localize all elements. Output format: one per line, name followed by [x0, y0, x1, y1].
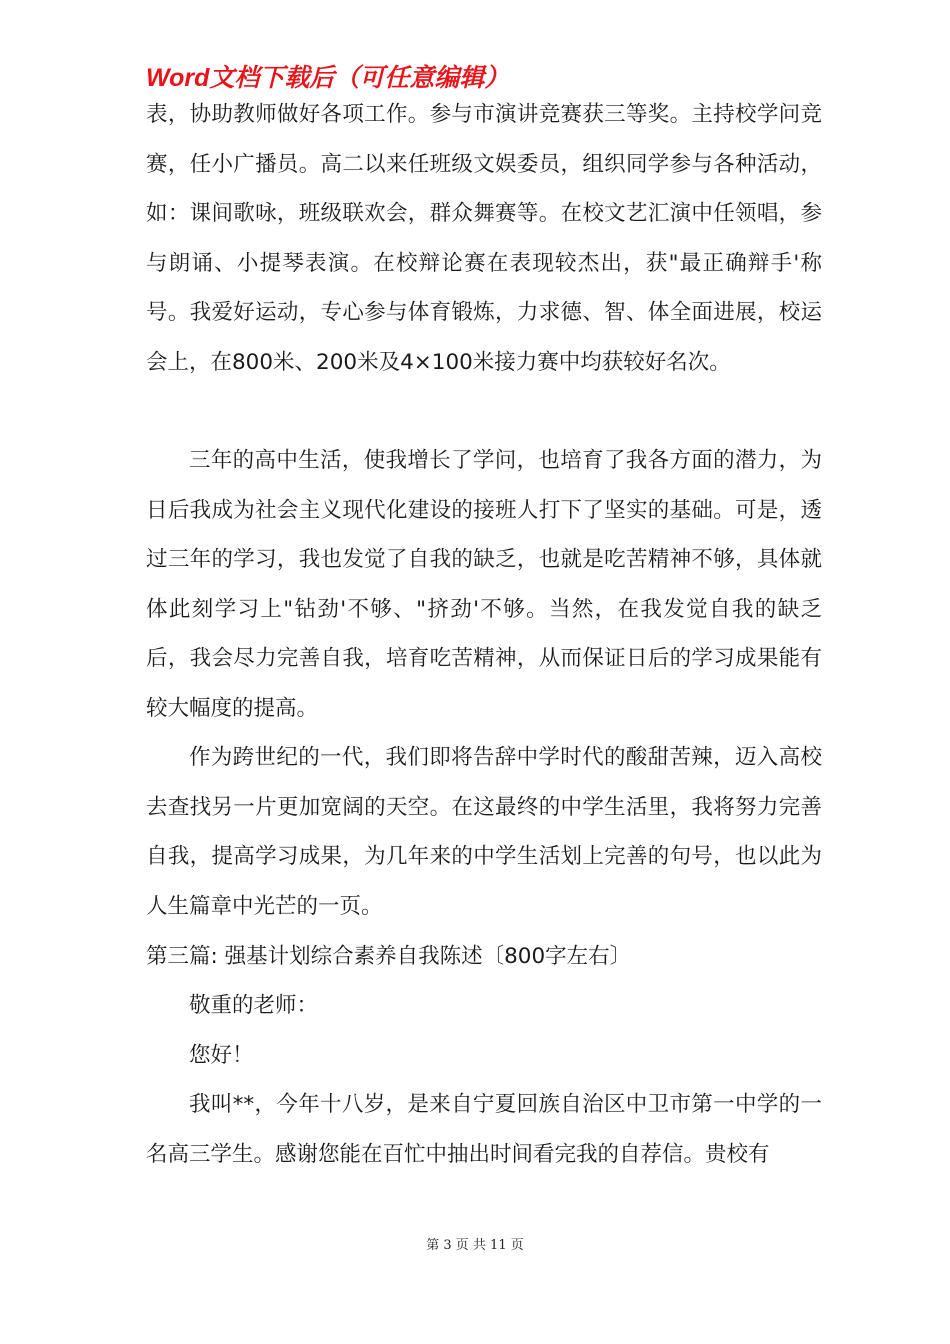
paragraph-3: 作为跨世纪的一代，我们即将告辞中学时代的酸甜苦辣，迈入高校去查找另一片更加宽阔的天空。在这最终的中学生活里，我将努力完善自我，提高学习成果，为几年来的中学生活划上完善的句号，也以此为人生篇章中光芒的一页。 — [146, 745, 822, 919]
salutation: 敬重的老师： — [189, 993, 319, 1018]
watermark-header: Word文档下载后（可任意编辑） — [146, 64, 510, 92]
paragraph-4: 我叫**，今年十八岁，是来自宁夏回族自治区中卫市第一中学的一名高三学生。感谢您能在百忙中抽出时间看完我的自荐信。贵校有 — [146, 1092, 822, 1167]
paragraph-2: 三年的高中生活，使我增长了学问，也培育了我各方面的潜力，为日后我成为社会主义现代化建设的接班人打下了坚实的基础。可是，透过三年的学习，我也发觉了自我的缺乏，也就是吃苦精神不够，具体就体此刻学习上"钻劲'不够、"挤劲'不够。当然，在我发觉自我的缺乏后，我会尽力完善自我，培育吃苦精神，从而保证日后的学习成果能有较大幅度的提高。 — [146, 448, 822, 721]
greeting: 您好！ — [189, 1043, 254, 1068]
paragraph-1: 表，协助教师做好各项工作。参与市演讲竞赛获三等奖。主持校学问竞赛，任小广播员。高二以来任班级文娱委员，组织同学参与各种活动，如：课间歌咏，班级联欢会，群众舞赛等。在校文艺汇演中任领唱，参与朗诵、小提琴表演。在校辩论赛在表现较杰出，获"最正确辩手'称号。我爱好运动，专心参与体育锻炼，力求德、智、体全面进展，校运会上，在800米、200米及4×100米接力赛中均获较好名次。 — [146, 102, 822, 375]
section-heading: 第三篇: 强基计划综合素养自我陈述〔800字左右〕 — [146, 944, 632, 969]
page-footer: 第 3 页 共 11 页 — [426, 1238, 524, 1253]
